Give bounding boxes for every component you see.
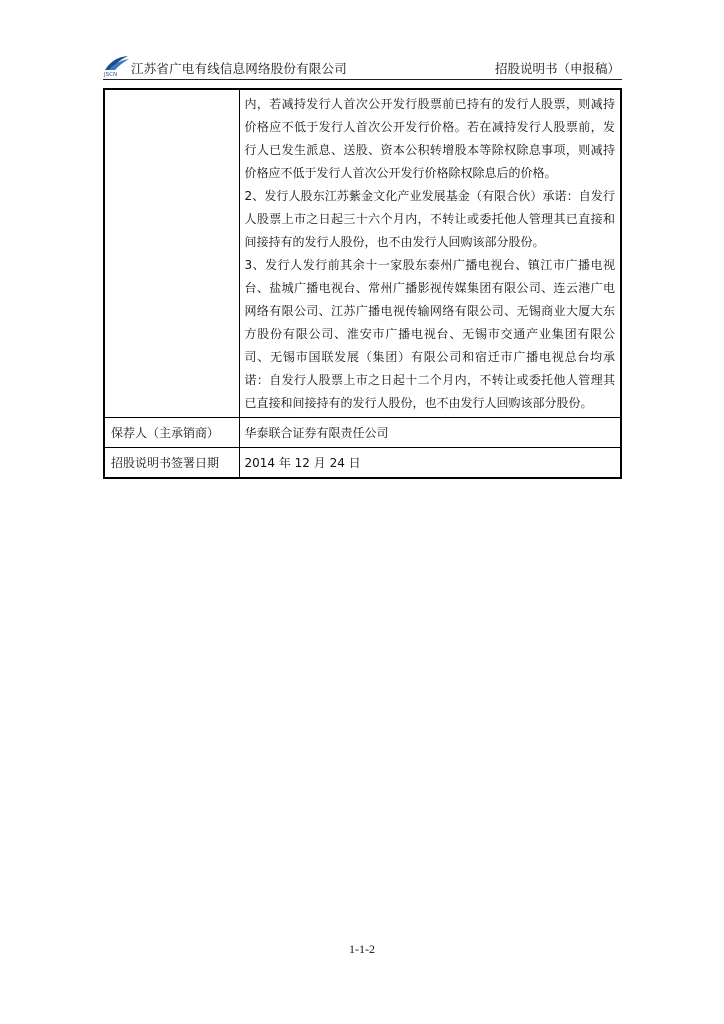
- company-name: 江苏省广电有线信息网络股份有限公司: [131, 61, 347, 76]
- page-header: [103, 55, 622, 79]
- undertaking-paragraph: 2、发行人股东江苏紫金文化产业发展基金（有限合伙）承诺：自发行人股票上市之日起三十六个月内，不转让或委托他人管理其已直接和间接持有的发行人股份，也不由发行人回购该部分股份。: [244, 189, 615, 249]
- document-type: 招股说明书（申报稿）: [494, 61, 620, 76]
- header-divider: [103, 79, 622, 80]
- signing-date-label: 招股说明书签署日期: [104, 448, 239, 479]
- empty-label-cell: [104, 89, 239, 418]
- logo-text: JSCN: [104, 72, 118, 77]
- undertaking-paragraph: 内，若减持发行人首次公开发行股票前已持有的发行人股票，则减持价格应不低于发行人首次公开发行价格。若在减持发行人股票前，发行人已发生派息、送股、资本公积转增股本等除权除息事项，则减持价格应不低于发行人首次公开发行价格除权除息后的价格。: [244, 97, 615, 180]
- table-row: [104, 448, 621, 479]
- table-row: [104, 89, 621, 418]
- table-row: [104, 418, 621, 448]
- summary-table: [103, 88, 622, 479]
- sponsor-label: 保荐人（主承销商）: [104, 418, 239, 448]
- jscn-logo-icon: [103, 55, 130, 77]
- signing-date-value: 2014 年 12 月 24 日: [239, 448, 621, 479]
- page-number: 1-1-2: [349, 942, 375, 956]
- undertaking-paragraph: 3、发行人发行前其余十一家股东泰州广播电视台、镇江市广播电视台、盐城广播电视台、常州广播影视传媒集团有限公司、连云港广电网络有限公司、江苏广播电视传输网络有限公司、无锡商业大厦大东方股份有限公司、淮安市广播电视台、无锡市交通产业集团有限公司、无锡市国联发展（集团）有限公司和宿迁市广播电视总台均承诺：自发行人股票上市之日起十二个月内，不转让或委托他人管理其已直接和间接持有的发行人股份，也不由发行人回购该部分股份。: [244, 258, 615, 410]
- undertakings-cell: [239, 89, 621, 418]
- sponsor-value: 华泰联合证券有限责任公司: [239, 418, 621, 448]
